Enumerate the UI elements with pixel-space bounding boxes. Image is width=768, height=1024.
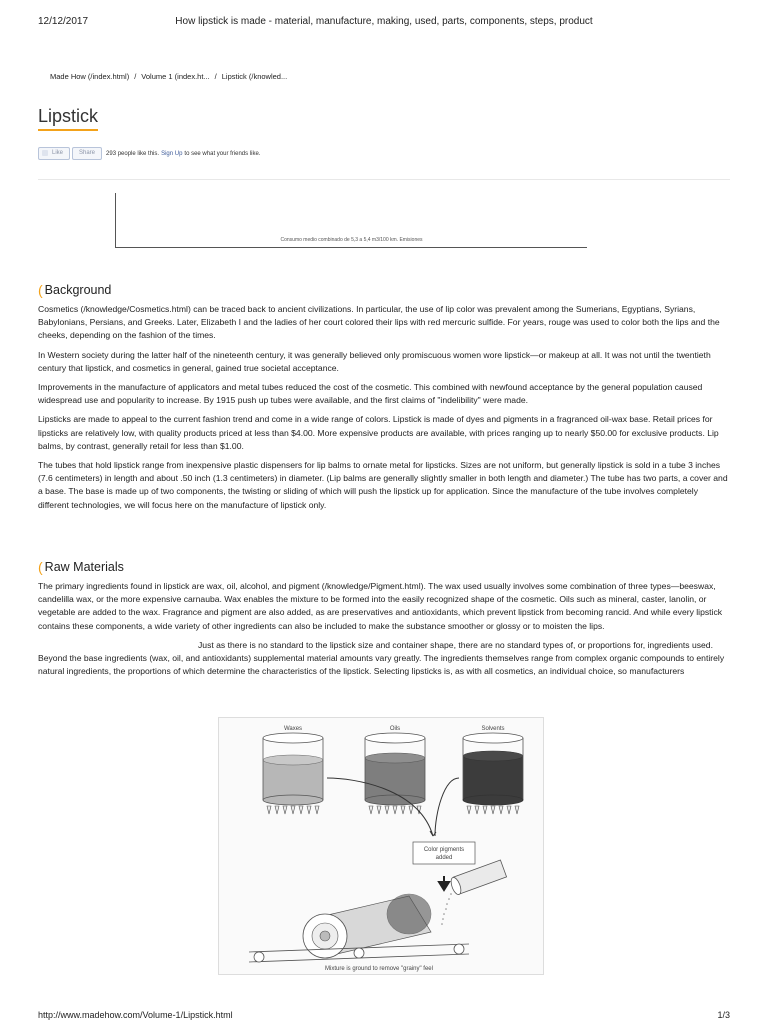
down-arrow-icon xyxy=(439,876,449,890)
process-diagram xyxy=(219,718,543,974)
raw-materials-content xyxy=(38,580,730,684)
oils-vat xyxy=(365,733,425,814)
breadcrumb-separator: / xyxy=(134,72,137,81)
label-oils: Oils xyxy=(389,726,401,732)
print-title: How lipstick is made - material, manufacture, making, used, parts, components, steps, product xyxy=(175,16,593,27)
ad-caption: Consumo medio combinado de 5,3 a 5,4 m3/100 km. Emisiones xyxy=(280,237,423,243)
label-pigments-line1: Color pigments xyxy=(423,847,465,853)
label-waxes: Waxes xyxy=(283,726,303,732)
paragraph: Just as there is no standard to the lipstick size and container shape, there are no standard types of, or proportions for, ingredients used. Beyond the base ingredients (wax, oil, and antioxidants) supplemental material amounts vary greatly. The ingredients themselves range from complex organic compounds to entirely natural ingredients, the proportions of which determine the characteristics of the lipstick. Selecting lipsticks is, as with all cosmetics, an individual choice, so manufacturers xyxy=(38,639,725,677)
background-content xyxy=(38,303,730,518)
divider xyxy=(38,179,730,180)
breadcrumb-separator: / xyxy=(214,72,217,81)
like-count-text: 293 people like this. xyxy=(106,150,160,157)
signup-link[interactable]: Sign Up xyxy=(161,150,183,157)
solvents-vat xyxy=(463,733,523,814)
social-bar xyxy=(38,147,260,160)
paragraph: The primary ingredients found in lipstick are wax, oil, alcohol, and pigment (/knowledge/Pigment.html). The wax used usually involves some combination of three types—beeswax, candelilla wax, or the more expensive carnauba. Wax enables the mixture to be formed into the easily recognized shape of the cosmetic. Oils such as mineral, caster, lanolin, or vegetable are added to the wax. Fragrance and pigment are also added, as are preservatives and antioxidants, which prevent lipstick from becoming rancid. And while every lipstick contains these components, a wide variety of other ingredients can also be included to make the substance smoother or glossy or to moisten the lips. xyxy=(38,581,723,631)
figure-caption: Mixture is ground to remove "grainy" feel xyxy=(325,966,433,972)
waxes-vat xyxy=(263,733,323,814)
label-pigments-line2: added xyxy=(435,855,453,861)
breadcrumb-item-lipstick[interactable]: Lipstick (/knowled... xyxy=(221,72,288,81)
grinding-mill xyxy=(303,894,431,958)
heading-paren-icon: ( xyxy=(38,282,43,298)
page-number: 1/3 xyxy=(717,1010,730,1020)
breadcrumb-item-made-how[interactable]: Made How (/index.html) xyxy=(50,72,130,81)
print-date: 12/12/2017 xyxy=(38,16,89,27)
paragraph: Cosmetics (/knowledge/Cosmetics.html) can be traced back to ancient civilizations. In particular, the use of lip color was prevalent among the Sumerians, Egyptians, Syrians, Babylonians, Persians, and Greeks. Later, Elizabeth I and the ladies of her court colored their lips with red mercuric sulfide. For years, rouge was used to color both the lips and the cheeks, depending on the fashion of the times. xyxy=(38,304,720,341)
footer-url: http://www.madehow.com/Volume-1/Lipstick.html xyxy=(38,1010,233,1020)
section-heading-text: Background xyxy=(44,283,112,297)
heading-paren-icon: ( xyxy=(38,559,43,575)
paragraph: Lipsticks are made to appeal to the current fashion trend and come in a wide range of colors. Lipstick is made of dyes and pigments in a fragranced oil-wax base. Retail prices for lipsticks are relatively low, with quality products priced at less than $4.00. More expensive products are available, with prices ranging up to nearly $50.00 for exclusive products. Lip balms, by contrast, generally retail for less than $1.00. xyxy=(38,414,719,451)
paragraph: In Western society during the latter half of the nineteenth century, it was generally believed only promiscuous women wore lipstick—or makeup at all. It was not until the twentieth century that lipstick, and cosmetics in general, gained true societal acceptance. xyxy=(38,349,711,373)
social-suffix-text: to see what your friends like. xyxy=(184,150,261,157)
page-title: Lipstick xyxy=(38,106,98,131)
label-solvents: Solvents xyxy=(481,726,505,732)
breadcrumb xyxy=(50,72,287,81)
ad-banner[interactable] xyxy=(115,193,587,248)
paragraph: Improvements in the manufacture of applicators and metal tubes reduced the cost of the cosmetic. This combined with newfound acceptance by the general population caused widespread use and popularity to increase. By 1915 push up tubes were available, and the first claims of "indelibility" were made. xyxy=(38,382,703,406)
section-heading-raw-materials xyxy=(38,559,124,575)
lipstick-process-figure xyxy=(218,717,544,975)
breadcrumb-item-volume-1[interactable]: Volume 1 (index.ht... xyxy=(141,72,210,81)
section-heading-text: Raw Materials xyxy=(44,560,124,574)
like-button[interactable]: Like xyxy=(38,147,70,160)
share-button[interactable]: Share xyxy=(72,147,102,160)
section-heading-background xyxy=(38,282,111,298)
paragraph: The tubes that hold lipstick range from inexpensive plastic dispensers for lip balms to ornate metal for lipsticks. Sizes are not uniform, but generally lipstick is sold in a tube 3 inches (7.6 centimeters) in length and about .50 inch (1.3 centimeters) in diameter. (Lip balms are generally slightly smaller in both length and diameter.) The tube has two parts, a cover and a base. The base is made up of two components, the twisting or sliding of which will push the lipstick up for application. Since the manufacture of the tube involves completely different technologies, we will focus here on the manufacture of lipstick only. xyxy=(38,460,728,510)
pigment-container-icon xyxy=(441,860,506,925)
